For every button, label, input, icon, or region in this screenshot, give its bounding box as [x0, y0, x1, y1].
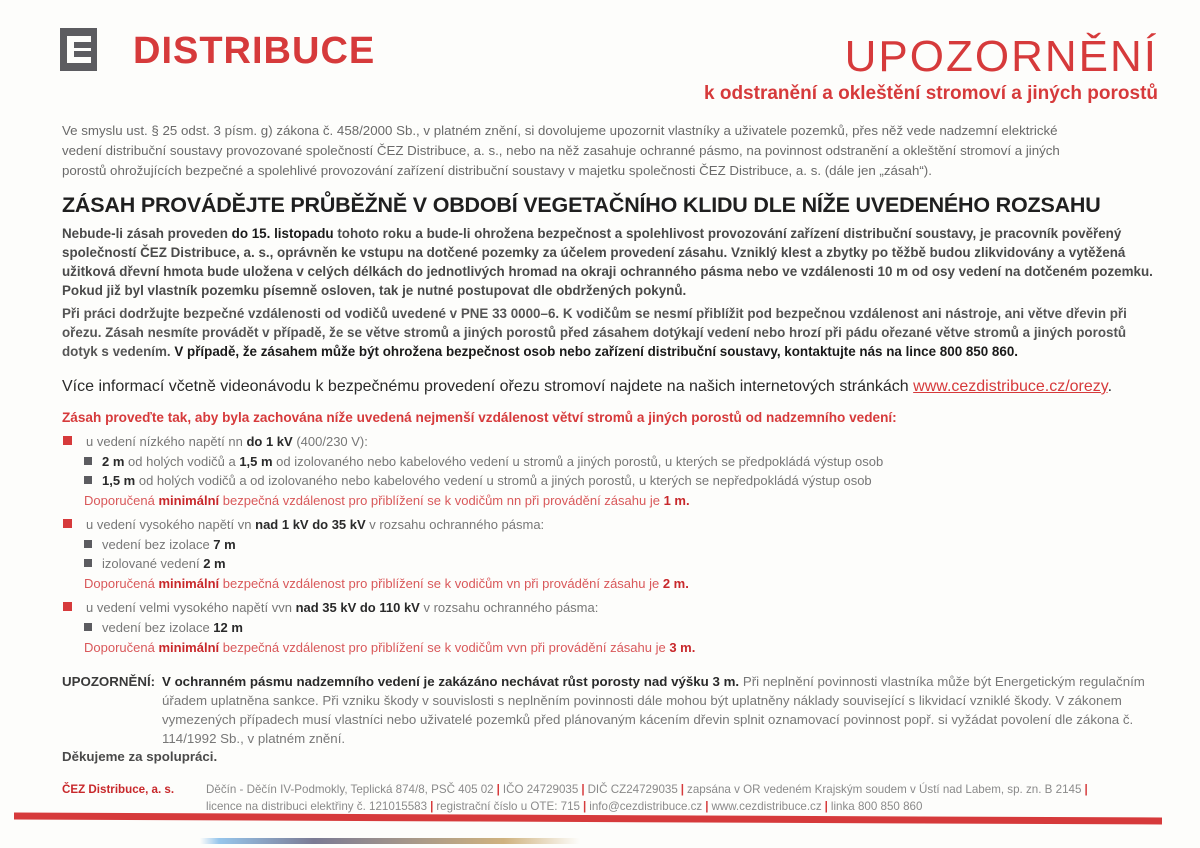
recommendation [62, 637, 1162, 661]
distance-value: 1,5 m [239, 454, 273, 469]
item-text: izolované vedení [102, 556, 204, 571]
rec-text: bezpečná vzdálenost pro přiblížení se k vodičům vn při provádění zásahu je [219, 576, 663, 591]
distance-value: 7 m [213, 537, 236, 552]
distance-list [62, 431, 1162, 661]
intro-line: vedení distribuční soustavy provozované společností ČEZ Distribuce, a. s., nebo na něž zasahuje ochranné pásmo, na povinnost odstranění a okleštění stromoví a jiných [62, 143, 1060, 158]
intro-line: porostů ohrožujících bezpečné a spolehlivé provozování zařízení distribuční soustavy v majetku společnosti ČEZ Distribuce, a. s. (dále jen „zásah“). [62, 163, 932, 178]
rec-min: minimální [158, 493, 220, 508]
list-item [62, 597, 1162, 618]
warning-emphasis: V ochranném pásmu nadzemního vedení je zakázáno nechávat růst porosty nad výšku 3 m. [162, 674, 740, 689]
footer-hotline: linka 800 850 860 [830, 800, 923, 813]
separator: | [680, 783, 685, 796]
para-text: Nebude-li zásah proveden [62, 226, 232, 241]
bullet-square-icon [84, 559, 92, 567]
brand-name: DISTRIBUCE [133, 30, 376, 72]
rec-value: 1 m. [663, 493, 690, 508]
list-subitem [62, 618, 1162, 637]
main-headline: ZÁSAH PROVÁDĚJTE PRŮBĚŽNĚ V OBDOBÍ VEGETAČNÍHO KLIDU DLE NÍŽE UVEDENÉHO ROZSAHU [62, 193, 1101, 217]
item-text: (400/230 V): [292, 434, 368, 449]
item-text: v rozsahu ochranného pásma: [365, 517, 545, 532]
deadline-paragraph [62, 224, 1162, 300]
footer-lines [206, 781, 1200, 815]
footer-address: Děčín - Děčín IV-Podmokly, Teplická 874/8, PSČ 405 02 [206, 783, 494, 796]
footer-register: zapsána v OR vedeném Krajským soudem v Ústí nad Labem, sp. zn. B 2145 [687, 783, 1082, 796]
recommendation [62, 573, 1162, 597]
voltage-range: do 1 kV [246, 434, 293, 449]
footer-email[interactable]: info@cezdistribuce.cz [589, 800, 703, 813]
item-text: vedení bez izolace [102, 537, 214, 552]
footer-line-2 [206, 798, 1200, 815]
rec-min: minimální [158, 640, 220, 655]
page-title: UPOZORNĚNÍ [844, 32, 1158, 81]
distance-value: 2 m [203, 556, 226, 571]
voltage-range: nad 35 kV do 110 kV [295, 600, 420, 615]
voltage-range: nad 1 kV do 35 kV [255, 517, 366, 532]
para-text: Při práci dodržujte bezpečné vzdálenosti od vodičů uvedené v PNE 33 0000–6. K vodičům se nesmí přiblížit pod bezpečnou vzdálenost ani nástroje, ani větve dřevin při ořezu. Zásah nesmíte provádět v případě, že se větve stromů a jiných porostů před zásahem dotýkají vedení nebo hrozí při pádu ořezané větve stromů a jiných porostů dotyk s vedením. [62, 306, 1127, 359]
bullet-square-icon [84, 623, 92, 631]
list-subitem [62, 535, 1162, 554]
warning-text [162, 672, 1162, 748]
item-text: u vedení vysokého napětí vn [86, 517, 256, 532]
safety-paragraph [62, 304, 1162, 361]
bullet-square-icon [63, 602, 72, 611]
item-text: v rozsahu ochranného pásma: [419, 600, 599, 615]
bullet-square-icon [84, 476, 92, 484]
separator: | [1084, 783, 1088, 796]
bullet-square-icon [63, 436, 72, 445]
scan-artifact [200, 838, 580, 844]
footer-ico: IČO 24729035 [502, 783, 579, 796]
footer-company: ČEZ Distribuce, a. s. [62, 783, 175, 796]
bullet-square-icon [84, 540, 92, 548]
separator: | [430, 800, 434, 813]
distance-value: 1,5 m [102, 473, 136, 488]
item-text: u vedení nízkého napětí nn [86, 434, 247, 449]
item-text: od holých vodičů a [124, 454, 240, 469]
para-text: tohoto roku a bude-li ohrožena bezpečnost a spolehlivost provozování zařízení distribuční soustavy, je pracovník pověřený společností ČEZ Distribuce, a. s., oprávněn ke vstupu na dotčené pozemky za účelem provedení zásahu. Vzniklý klest a zbytky po těžbě budou zlikvidovány a vytěžená užitková dřevní hmota bude uložena v celých délkách do jednotlivých hromad na okraji ochranného pásma nebo ve vzdálenosti 10 m od osy vedení na dotčeném pozemku. Pokud již byl vlastník pozemku písemně osloven, tak je nutné postupovat dle obdržených pokynů. [62, 226, 1153, 298]
thanks-text: Děkujeme za spolupráci. [62, 749, 218, 764]
item-text: vedení bez izolace [102, 620, 214, 635]
info-line [62, 378, 1172, 396]
orezy-link[interactable]: www.cezdistribuce.cz/orezy [913, 378, 1108, 395]
distance-value: 2 m [102, 454, 125, 469]
info-end: . [1107, 378, 1113, 395]
rec-value: 2 m. [662, 576, 689, 591]
rec-text: Doporučená [84, 493, 159, 508]
footer-ote: registrační číslo u OTE: 715 [436, 800, 581, 813]
contact-emphasis: V případě, že zásahem může být ohrožena bezpečnost osob nebo zařízení distribuční soustavy, kontaktujte nás na lince 800 850 860. [174, 344, 1018, 359]
deadline-date: do 15. listopadu [231, 226, 334, 241]
warning-body: Při neplnění povinnosti vlastníka může být Energetickým regulačním úřadem uplatněna sankce. Při vzniku škody v souvislosti s neplněním povinnosti dále mohou být uplatněny náklady související s likvidací vzniklé škody. V zákonem vymezených případech musí vlastníci nebo uživatelé pozemků před plánovaným kácením dřevin splnit oznamovací povinnost popř. si vyžádat povolení dle zákona č. 114/1992 Sb., v platném znění. [162, 674, 1145, 746]
rec-text: bezpečná vzdálenost pro přiblížení se k vodičům vvn při provádění zásahu je [219, 640, 670, 655]
item-text: od holých vodičů a od izolovaného nebo kabelového vedení u stromů a jiných porostů, u kterých se nepředpokládá výstup osob [135, 473, 872, 488]
separator: | [705, 800, 709, 813]
info-text: Více informací včetně videonávodu k bezpečnému provedení ořezu stromoví najdete na našich internetových stránkách [62, 378, 914, 395]
item-text: od izolovaného nebo kabelového vedení u stromů a jiných porostů, u kterých se předpokládá výstup osob [272, 454, 884, 469]
footer-line-1 [206, 781, 1200, 798]
list-subitem [62, 471, 1162, 490]
list-subitem [62, 554, 1162, 573]
cez-logo-icon [60, 28, 97, 71]
distance-value: 12 m [213, 620, 243, 635]
rec-text: bezpečná vzdálenost pro přiblížení se k vodičům nn při provádění zásahu je [219, 493, 664, 508]
rec-text: Doporučená [84, 576, 159, 591]
recommendation [62, 490, 1162, 514]
separator: | [496, 783, 500, 796]
rec-value: 3 m. [669, 640, 696, 655]
footer-website[interactable]: www.cezdistribuce.cz [711, 800, 822, 813]
rec-min: minimální [158, 576, 220, 591]
rec-text: Doporučená [84, 640, 159, 655]
intro-line: Ve smyslu ust. § 25 odst. 3 písm. g) zákona č. 458/2000 Sb., v platném znění, si dovolujeme upozornit vlastníky a uživatele pozemků, přes něž vede nadzemní elektrické [62, 123, 1058, 138]
distances-heading: Zásah proveďte tak, aby byla zachována níže uvedená nejmenší vzdálenost větví stromů a jiných porostů od nadzemního vedení: [62, 410, 897, 425]
bullet-square-icon [84, 457, 92, 465]
footer-dic: DIČ CZ24729035 [587, 783, 678, 796]
intro-paragraph [62, 121, 1162, 181]
list-subitem [62, 452, 1162, 471]
separator: | [583, 800, 587, 813]
warning-label: UPOZORNĚNÍ: [62, 674, 156, 689]
separator: | [581, 783, 585, 796]
item-text: u vedení velmi vysokého napětí vvn [86, 600, 296, 615]
list-item [62, 514, 1162, 535]
page-subtitle: k odstranění a okleštění stromoví a jiných porostů [704, 83, 1158, 104]
list-item [62, 431, 1162, 452]
separator: | [824, 800, 828, 813]
footer-licence: licence na distribuci elektřiny č. 121015583 [206, 800, 428, 813]
bullet-square-icon [63, 519, 72, 528]
